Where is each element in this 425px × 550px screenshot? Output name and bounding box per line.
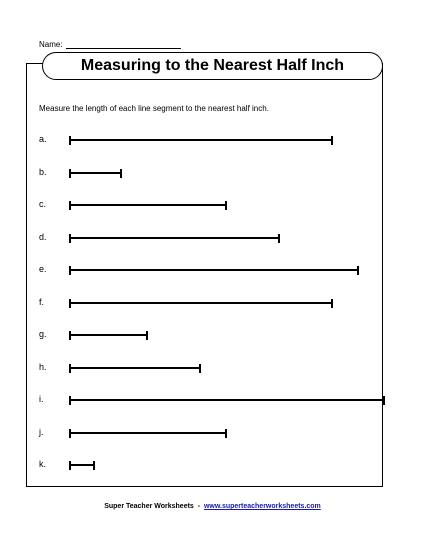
- segment-bar: [69, 367, 201, 369]
- name-line[interactable]: [66, 40, 181, 49]
- footer: [0, 503, 425, 510]
- segment-bar: [69, 302, 333, 304]
- line-segment: [69, 461, 95, 470]
- item-label: i.: [39, 394, 44, 404]
- line-segment: [69, 299, 333, 308]
- item-label: e.: [39, 264, 47, 274]
- segment-endpoint: [146, 331, 148, 340]
- footer-link[interactable]: www.superteacherworksheets.com: [203, 503, 321, 510]
- line-segment: [69, 429, 227, 438]
- segment-bar: [69, 464, 95, 466]
- segment-bar: [69, 139, 333, 141]
- segment-endpoint: [278, 234, 280, 243]
- line-segment: [69, 364, 201, 373]
- instructions: Measure the length of each line segment to the nearest half inch.: [39, 104, 269, 113]
- segment-bar: [69, 237, 280, 239]
- worksheet-frame: [26, 63, 383, 487]
- item-label: j.: [39, 426, 44, 437]
- footer-brand: Super Teacher Worksheets: [104, 503, 194, 510]
- name-label: Name:: [39, 40, 63, 49]
- segment-endpoint: [93, 461, 95, 470]
- segment-endpoint: [357, 266, 359, 275]
- footer-separator: -: [197, 503, 201, 510]
- worksheet-title: Measuring to the Nearest Half Inch: [42, 52, 383, 80]
- item-label: f.: [39, 296, 45, 307]
- segment-endpoint: [331, 136, 333, 145]
- segment-bar: [69, 269, 359, 271]
- name-field: [39, 40, 181, 49]
- item-label: a.: [39, 134, 47, 144]
- line-segment: [69, 396, 385, 405]
- segment-bar: [69, 172, 122, 174]
- line-segment: [69, 234, 280, 243]
- item-label: g.: [39, 329, 47, 339]
- line-segment: [69, 201, 227, 210]
- item-label: c.: [39, 199, 47, 209]
- segment-endpoint: [225, 429, 227, 438]
- segment-endpoint: [199, 364, 201, 373]
- item-label: h.: [39, 361, 47, 372]
- segment-endpoint: [383, 396, 385, 405]
- item-label: k.: [39, 459, 47, 469]
- line-segment: [69, 169, 122, 178]
- segment-bar: [69, 334, 148, 336]
- segment-bar: [69, 399, 385, 401]
- line-segment: [69, 136, 333, 145]
- segment-endpoint: [331, 299, 333, 308]
- segment-bar: [69, 204, 227, 206]
- line-segment: [69, 266, 359, 275]
- item-label: d.: [39, 231, 47, 242]
- item-label: b.: [39, 166, 47, 177]
- segment-bar: [69, 432, 227, 434]
- segment-endpoint: [225, 201, 227, 210]
- line-segment: [69, 331, 148, 340]
- segment-endpoint: [120, 169, 122, 178]
